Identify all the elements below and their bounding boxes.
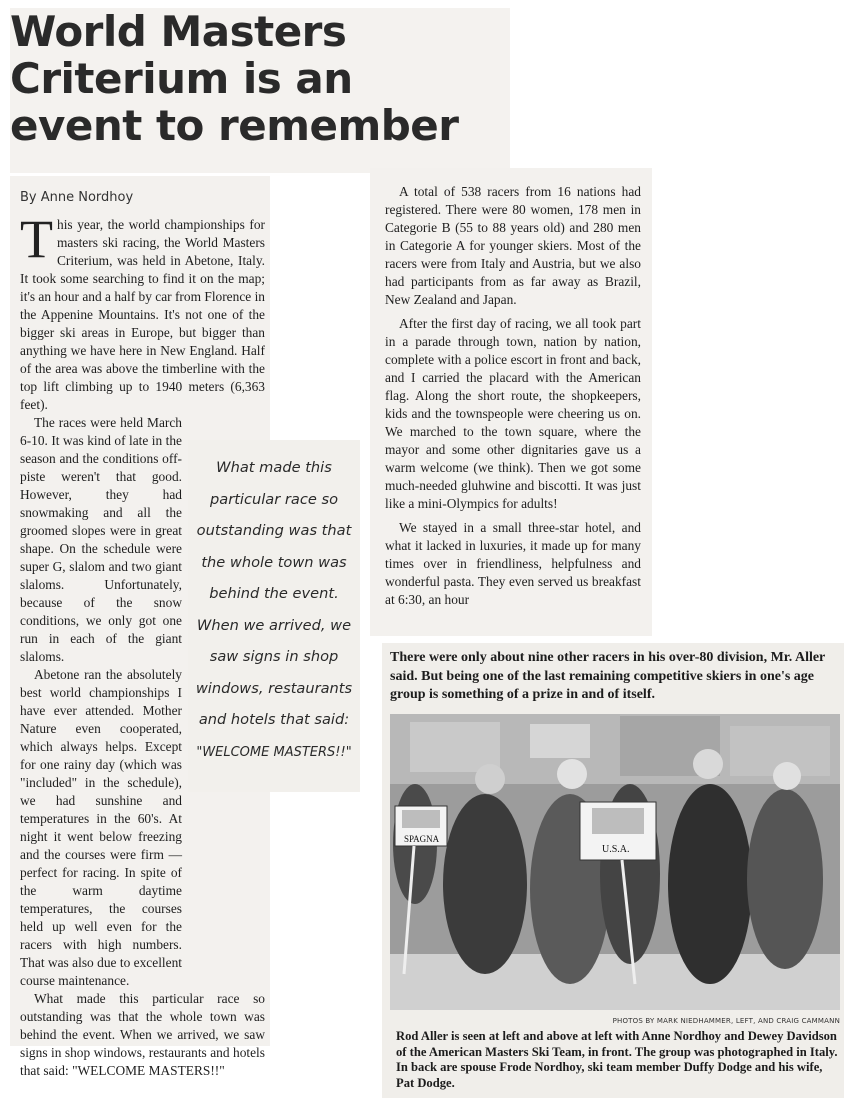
article-byline: By Anne Nordhoy xyxy=(20,190,134,205)
paragraph-3: Abetone ran the absolutely best world championships I have ever attended. Mother Nature even cooperated, which always helps. Except for one rainy day (which was "included" in the schedule), we had sunshine and temperatures in the 60's. At night it went below freezing and the courses were firm — perfect for racing. In spite of the warm daytime temperatures, the courses held up well even for the racers with high numbers. That was also due to excellent course maintenance. xyxy=(20,667,182,988)
photo-caption-top: There were only about nine other racers in his over-80 division, Mr. Aller said. But being one of the last remaining competitive skiers in one's age group is something of a prize in and of itself. xyxy=(390,650,826,702)
pullquote-caps: "WELCOME MASTERS!!" xyxy=(196,744,352,760)
group-photo-illustration xyxy=(390,714,840,1010)
photo-caption-bottom: Rod Aller is seen at left and above at left with Anne Nordhoy and Dewey Davidson of the American Masters Ski Team, in front. The group was photographed in Italy. In back are spouse Frode Nordhoy, ski team member Duffy Dodge and his wife, Pat Dodge. xyxy=(396,1029,838,1090)
paragraph-1 xyxy=(20,209,265,414)
paragraph-1-text: his year, the world championships for masters ski racing, the World Masters Criterium, was held in Abetone, Italy. It took some searching to find it on the map; it's an hour and a half by car from Florence in the Appenine Mountains. It's not one of the bigger ski areas in Europe, but bigger than anything we have here in New England. Half of the area was above the timberline with the top lift climbing up to 1940 meters (6,363 feet). xyxy=(20,217,265,412)
col2-paragraph-2: After the first day of racing, we all took part in a parade through town, nation by nation, complete with a police escort in front and back, and I carried the placard with the American flag. Along the short route, the shopkeepers, kids and the townspeople were cheering us on. We marched to the town square, where the mayor and some other dignitaries gave us a warm welcome (we think). Then we got some much-needed gluhwine and biscotti. It was just like a mini-Olympics for adults! xyxy=(385,316,641,511)
sign-spagna: SPAGNA xyxy=(404,834,440,844)
article-column-2 xyxy=(385,183,641,615)
paragraph-4: What made this particular race so outstanding was that the whole town was behind the event. When we arrived, we saw signs in shop windows, restaurants and hotels that said: "WELCOME MASTERS!!" xyxy=(20,991,265,1078)
drop-cap: T xyxy=(20,209,53,269)
group-photo xyxy=(390,714,840,1010)
photo-credit: PHOTOS BY MARK NIEDHAMMER, LEFT, AND CRAIG CAMMANN xyxy=(612,1017,840,1025)
col2-paragraph-1: A total of 538 racers from 16 nations had registered. There were 80 women, 178 men in Categorie B (55 to 88 years old) and 280 men in Categorie A for younger skiers. Most of the racers were from Italy and Austria, but we also had participants from as far away as Brazil, New Zealand and Japan. xyxy=(385,184,641,307)
sign-usa: U.S.A. xyxy=(602,844,630,855)
col2-paragraph-3: We stayed in a small three-star hotel, and what it lacked in luxuries, it made up for many times over in friendliness, helpfulness and wonderful pasta. They even served us breakfast at 6:30, an hour xyxy=(385,520,641,607)
article-headline: World Masters Criterium is an event to remember xyxy=(10,7,459,150)
paragraph-2: The races were held March 6-10. It was kind of late in the season and the conditions off-piste weren't that good. However, they had snowmaking and all the groomed slopes were in great shape. On the schedule were super G, slalom and two giant slaloms. Unfortunately, because of the snow conditions, we only got one run in each of the giant slaloms. xyxy=(20,415,182,664)
pullquote-text: What made this particular race so outstanding was that the whole town was behind the event. When we arrived, we saw signs in shop windows, restaurants and hotels that said: xyxy=(195,459,353,728)
pullquote xyxy=(192,452,356,768)
